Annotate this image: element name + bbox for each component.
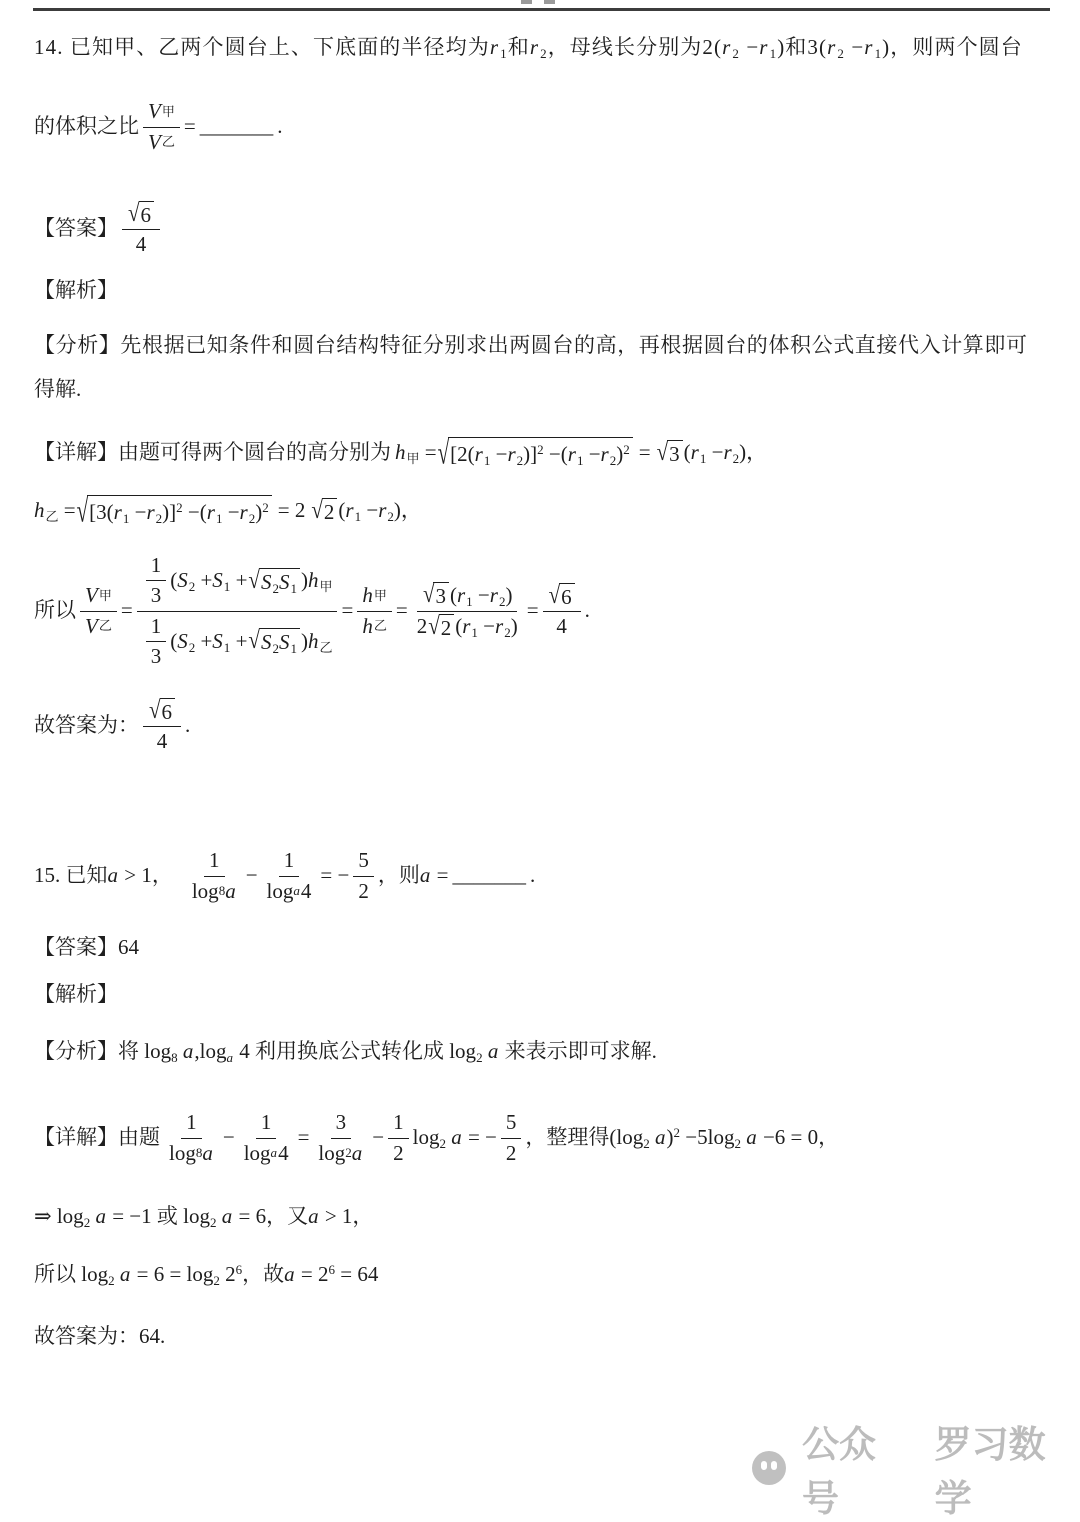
watermark-logo-icon [752,1451,786,1485]
fraction-volume-formula [137,553,338,669]
fraction-denominator: log a 4 [243,1140,289,1165]
answer-label: 【答案】 [34,216,118,241]
statement-text: ，则a = [377,863,449,888]
math-r1: $r_1$ [489,35,508,62]
problem-14-detail-line2 [34,483,422,539]
problem-15-conclusion [34,1322,165,1352]
fraction-numerator: 3 [331,1110,352,1138]
radicand: 3 [667,440,683,466]
answer-value: 64 [118,935,139,960]
problem-15-detail-line1 [34,1100,839,1176]
math-r2: $r_2$ [529,35,548,62]
section-label: 【详解】 [34,440,118,465]
fraction-3-log2a [313,1110,368,1165]
problem-14-answer-line [34,193,164,265]
section-label: 【解析】 [34,278,118,303]
sqrt-sign: √ [128,198,140,227]
math-text: $(r_1 -r_2)$ [449,582,513,609]
math-text: $\log_2 a$ = − [412,1125,497,1152]
equals-sign: = [526,598,539,623]
problem-14-fenxi-line2 [34,375,81,405]
radical [248,625,300,656]
problem-15-fenxi-line [34,1034,657,1070]
analysis-text: 得解. [34,377,82,402]
radicand: 6 [559,583,575,609]
answer-label: 【答案】 [34,935,118,960]
sqrt-sign: √ [548,580,561,609]
problem-14-fenxi-line1 [34,331,1028,361]
fraction-one-third [146,614,167,669]
math-generatrix-1: $2(r_2 -r_1)$ [702,35,786,62]
math-sum: ($S_2 +S_1$ + [170,568,248,595]
problem-15-answer-line [34,932,139,964]
radical [311,495,337,524]
fraction-answer [122,198,160,257]
radical [428,611,454,640]
watermark-text: 罗习数学 [934,1424,1046,1519]
sqrt-sign: √ [311,495,323,524]
statement-text: 14. 已知甲、乙两个圆台上、下底面的半径均为 [34,35,490,60]
problem-15-detail-line2 [34,1200,373,1234]
statement-text: ，则两个圆台 [890,35,1023,60]
fraction-height-values [412,579,523,640]
math-sum: ($S_2 +S_1$ + [170,628,248,655]
math-text: 2 [416,613,428,638]
fraction-denominator [137,612,338,669]
section-label: 【分析】 [34,333,121,358]
fraction-numerator: 1 [146,614,167,642]
fraction-denominator: log 2 a [318,1140,363,1165]
fraction-denominator: V 乙 [148,129,175,154]
problem-14-jiexi-label [34,276,118,306]
fraction-numerator: 1 [146,553,167,581]
section-label: 【分析】 [34,1039,118,1064]
fraction-numerator [543,580,581,612]
sqrt-sign: √ [437,434,450,472]
radical [248,565,300,596]
period: . [185,713,191,738]
radicand: 2 [322,498,338,524]
math-text: 所以 $\log_2 a = 6 = \log_2 2^6$，故$a = 2^6 = 64$ [34,1262,379,1289]
detail-text: 由题可得两个圆台的高分别为 [118,440,391,465]
section-label: 【解析】 [34,982,118,1007]
fraction-numerator [122,198,160,230]
radicand: 6 [160,698,176,724]
fraction-numerator: V 甲 [80,583,117,611]
fraction-denominator: 2 [393,1140,404,1165]
fraction-log8a [164,1110,219,1165]
watermark [752,1414,1080,1522]
minus-sign: − [222,1125,235,1150]
radicand: $S_2S_1$ [259,568,300,594]
statement-text: 15. 已知a > 1， [34,863,173,888]
radicand: 2 [439,614,455,640]
fraction-denominator: 2 [358,878,369,903]
math-h-jia-lhs: $h_甲$ = [395,440,437,467]
problem-15-jiexi-label [34,980,118,1010]
fraction-numerator: 1 [279,848,300,876]
fraction-denominator [412,612,523,640]
fraction-numerator [143,695,181,727]
problem-15-detail-line3 [34,1258,378,1292]
minus-sign: − [372,1125,385,1150]
radical [149,695,175,724]
fraction-denominator: 3 [150,583,162,608]
period: . [277,114,283,139]
problem-15-statement [34,840,535,912]
equals-sign: = [341,598,354,623]
math-h-yi-lhs: $h_乙$ = [34,498,76,525]
fraction-numerator: h 甲 [357,583,392,611]
fraction-denominator: 4 [556,613,567,638]
math-close-h-yi: )$h_乙$ [300,628,333,655]
fraction-denominator: h 乙 [362,613,387,638]
fraction-five-halves [353,848,374,903]
statement-text: ，母线长分别为 [547,35,703,60]
sqrt-sign: √ [428,611,440,640]
conclusion-text: 故答案为：64. [34,1324,166,1349]
equals-sign: = [120,598,133,623]
sqrt-sign: √ [248,625,260,655]
math-text: $(r_1 -r_2)$， [683,440,768,467]
radicand: 3 [433,582,449,608]
math-text: ⇒ $\log_2 a = -1$ 或 $\log_2 a = 6$，又a > 1， [34,1204,374,1231]
equals-sign: = 2 [277,498,306,523]
equals-sign: = [638,440,651,465]
problem-14-statement-line1 [34,28,1023,68]
fraction-numerator [137,553,338,611]
fraction-denominator: 3 [150,643,162,668]
sqrt-sign: √ [248,565,260,594]
problem-14-statement-line2 [34,92,282,162]
fraction-result [543,580,581,639]
fraction-denominator: 4 [156,728,168,753]
fraction-numerator [417,579,518,611]
equals-sign: = [297,1125,310,1150]
fraction-height-ratio [357,583,392,638]
equals-sign: = [183,114,196,139]
fraction-one-half [388,1110,409,1165]
fraction-loga4 [239,1110,294,1165]
minus-sign: − [245,863,258,888]
page-top-cut-text [544,0,555,4]
radical [422,579,449,609]
fraction-denominator: V 乙 [85,613,112,638]
page-top-cut-text [521,0,532,4]
fraction-denominator: log a 4 [266,878,312,903]
period: . [584,598,590,623]
problem-14-solution-equation [34,552,590,670]
watermark-text: 公众号 [802,1424,876,1519]
fraction-numerator: 1 [388,1110,409,1138]
fraction-numerator: 5 [353,848,374,876]
analysis-text: 将 $\log_8 a,\log_a$ 4 利用换底公式转化成 $\log_2 a$ 来表示即可求解. [118,1039,657,1066]
math-text: $(r_1 -r_2)$， [338,498,422,525]
radicand: 6 [139,201,155,227]
problem-14-conclusion [34,692,190,760]
sqrt-sign: √ [656,437,669,466]
statement-text: 和 [507,35,530,60]
analysis-text: 先根据已知条件和圆台结构特征分别求出两圆台的高，再根据圆台的体积公式直接代入计算即可 [120,333,1028,358]
math-generatrix-2: $3(r_2 -r_1)$ [807,35,891,62]
fraction-denominator: 4 [135,231,147,256]
sqrt-sign: √ [149,695,161,724]
answer-blank: _______ [452,863,526,888]
fraction-volume-ratio [80,583,117,638]
math-close-h-jia: )$h_甲$ [300,568,333,595]
math-text: ，整理得($\log_2$ $a)^2 -5\log_2$ a −6 = 0， [525,1125,840,1152]
radical [548,580,575,609]
fraction-numerator: 1 [204,848,225,876]
answer-blank: _______ [199,114,274,139]
sqrt-sign: √ [76,492,89,530]
radicand: $S_2S_1$ [259,628,300,654]
fraction-numerator: 5 [501,1110,522,1138]
radical [656,437,683,466]
radical [437,434,633,472]
fraction-denominator: 2 [505,1140,517,1165]
fraction-result [143,695,181,754]
radical [76,492,272,530]
radical [128,198,154,227]
fraction-loga4 [262,848,317,903]
math-text: $(r_1 -r_2)$ [455,613,518,640]
radicand: $[3(r_1 -r_2)]^2 -(r_1 -r_2)^2$ [87,495,272,526]
fraction-numerator: 1 [181,1110,202,1138]
statement-text: 的体积之比 [34,114,139,139]
detail-text: 所以 [34,598,76,623]
page-header-rule [33,8,1050,11]
fraction-five-halves [501,1110,522,1165]
period: . [529,863,536,888]
radicand: $[2(r_1 -r_2)]^2 -(r_1 -r_2)^2$ [448,437,633,468]
fraction-denominator: log 8 a [169,1140,213,1165]
sqrt-sign: √ [422,579,435,609]
statement-text: 和 [785,35,808,60]
fraction-denominator: log 8 a [191,878,236,903]
equals-sign: = [395,598,408,623]
fraction-volume-ratio [143,99,180,154]
problem-14-detail-line1 [34,425,767,481]
equals-sign: = − [320,863,350,888]
fraction-log8a [187,848,242,903]
fraction-numerator: V 甲 [143,99,180,127]
fraction-numerator: 1 [256,1110,277,1138]
fraction-one-third [146,553,167,608]
section-label: 【详解】由题 [34,1125,160,1150]
conclusion-text: 故答案为： [34,713,139,738]
